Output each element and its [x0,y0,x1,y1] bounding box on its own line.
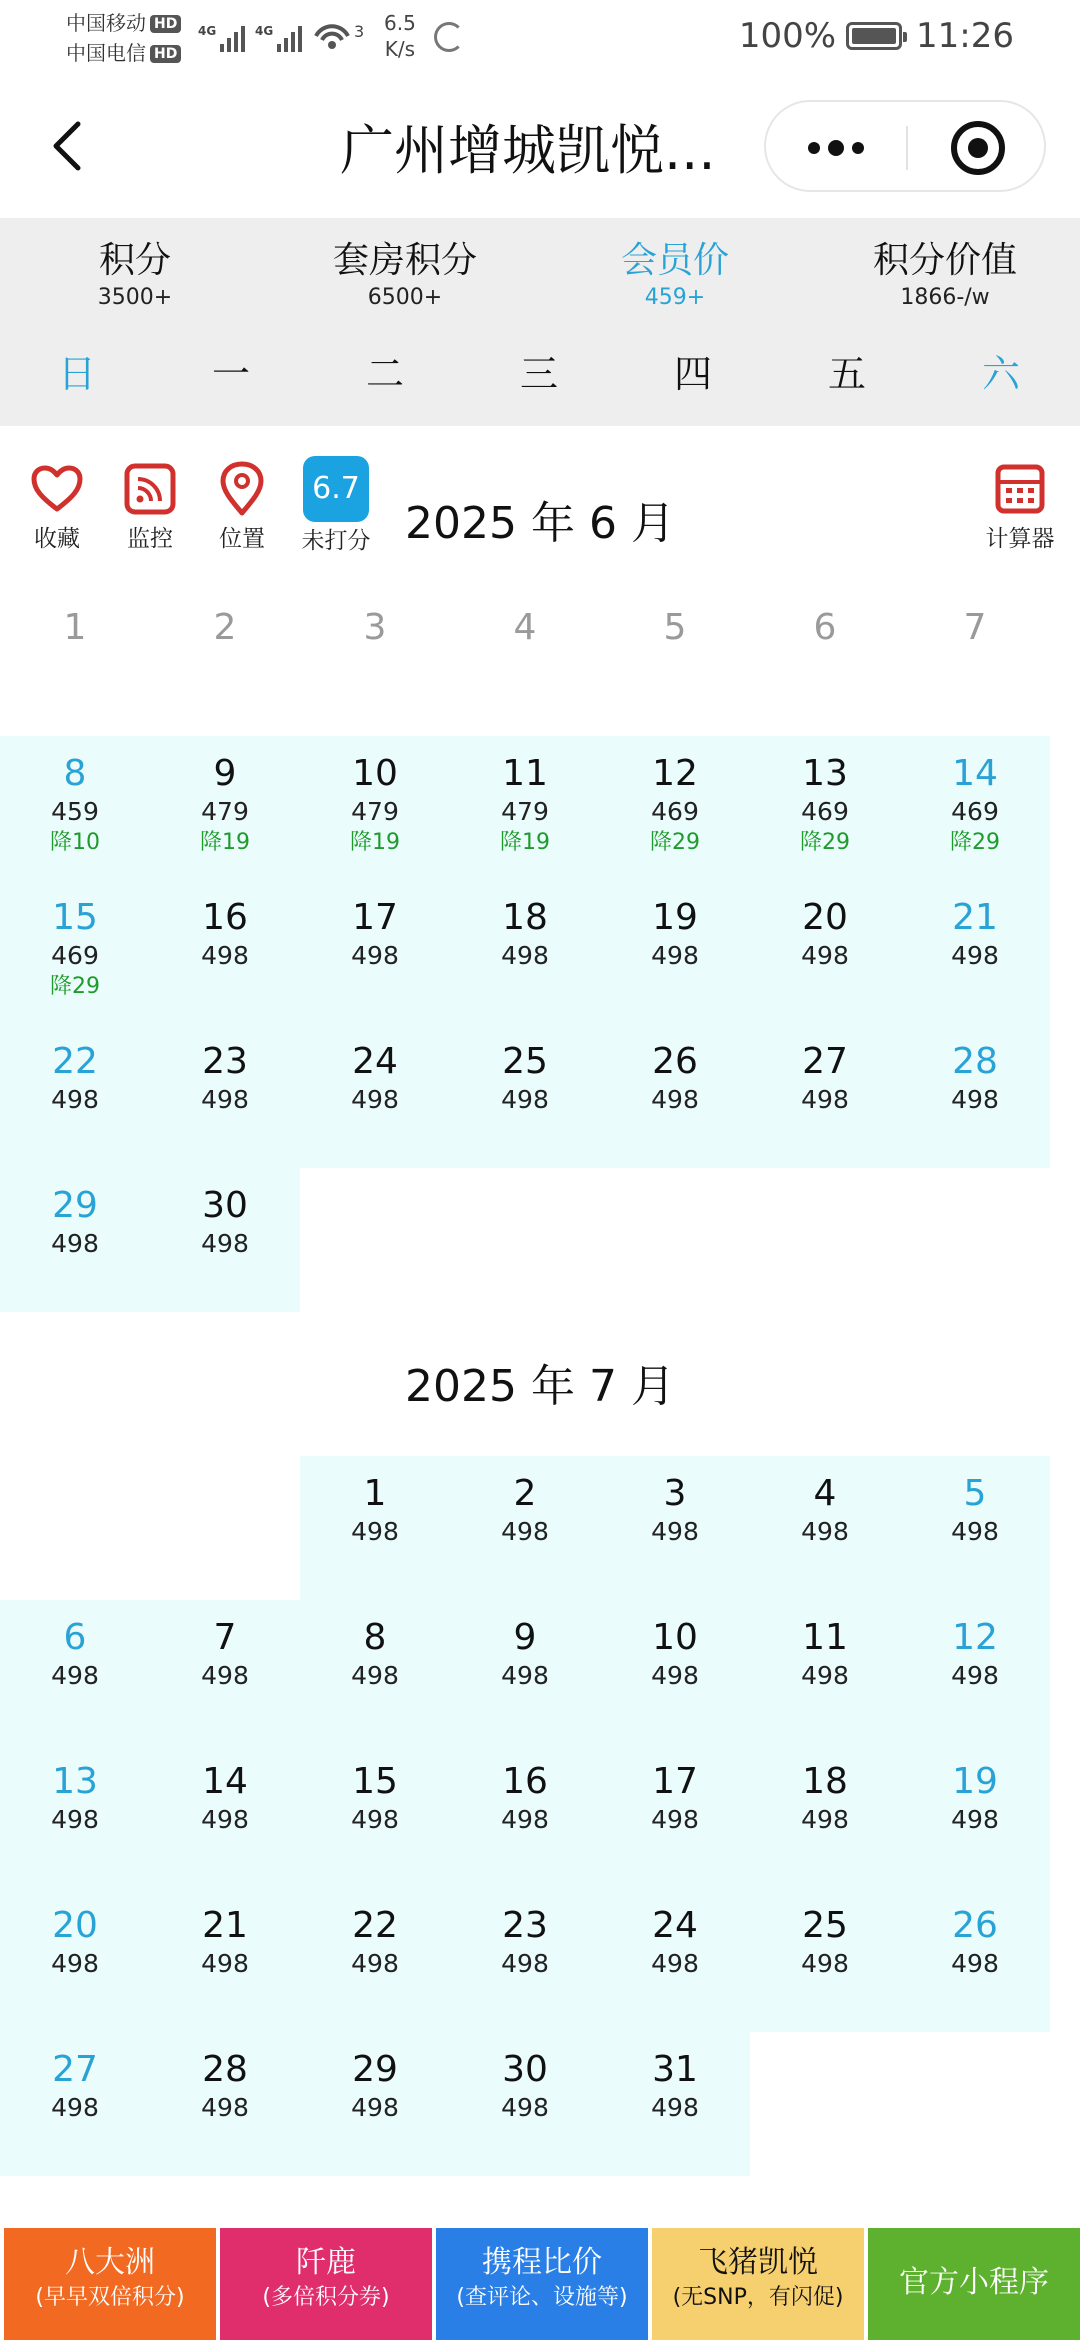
day-number: 10 [352,753,398,794]
day-price: 498 [351,1805,399,1834]
weekday-tue: 二 [365,352,404,396]
calendar-day[interactable] [450,2048,600,2124]
day-number: 1 [63,607,87,648]
calendar-day[interactable] [150,1904,300,1980]
price-drop: 降29 [800,830,850,855]
tab-points[interactable]: 积分 3500+ [97,240,173,310]
day-number: 2 [513,1473,537,1514]
day-number: 19 [652,897,698,938]
day-number: 25 [502,1041,548,1082]
day-price: 498 [351,1085,399,1114]
network-type: 4G [198,24,217,38]
day-price: 498 [651,2093,699,2122]
calendar-day[interactable] [300,1760,450,1836]
day-price: 498 [501,2093,549,2122]
price-drop: 降19 [200,830,250,855]
calendar-day[interactable] [900,752,1050,858]
signal-icon [198,26,245,52]
day-number: 24 [652,1905,698,1946]
calendar-day[interactable] [600,2048,750,2124]
calendar-day[interactable] [750,752,900,858]
day-price: 498 [501,941,549,970]
qianlu-button[interactable]: 阡鹿 (多倍积分券) [220,2228,432,2340]
day-price: 498 [51,1085,99,1114]
calendar-day[interactable] [300,1616,450,1692]
day-number: 21 [202,1905,248,1946]
day-number: 28 [202,2049,248,2090]
day-price: 498 [51,1949,99,1978]
day-number: 21 [952,897,998,938]
status-right [739,16,1014,56]
calendar-day[interactable] [450,1616,600,1692]
calendar-day[interactable] [150,752,300,858]
day-number: 16 [502,1761,548,1802]
day-price: 479 [351,797,399,826]
day-price: 498 [501,1661,549,1690]
calendar-day[interactable] [0,1904,150,1980]
day-number: 9 [213,753,237,794]
chevron-left-icon [40,116,100,176]
calendar-day[interactable] [150,1760,300,1836]
calendar-day[interactable] [750,1904,900,1980]
day-number: 11 [802,1617,848,1658]
month-title-july: 2025 年 7 月 [405,1361,675,1412]
weekday-sat: 六 [981,352,1020,396]
calendar-day[interactable] [150,896,300,972]
day-price: 498 [801,1517,849,1546]
day-number: 19 [952,1761,998,1802]
tab-member-price[interactable]: 会员价 459+ [620,240,729,310]
hd-badge: HD [150,15,181,33]
day-number: 16 [202,897,248,938]
carrier-info [66,8,181,68]
day-number: 18 [502,897,548,938]
back-button[interactable] [40,116,100,176]
calendar-day[interactable] [450,1904,600,1980]
price-drop: 降29 [950,830,1000,855]
day-number: 15 [352,1761,398,1802]
day-number: 14 [202,1761,248,1802]
day-number: 31 [652,2049,698,2090]
calendar-day[interactable] [0,1616,150,1692]
day-number: 27 [52,2049,98,2090]
day-number: 9 [513,1617,537,1658]
day-price: 498 [951,1805,999,1834]
battery-icon [846,22,902,50]
weekday-sun: 日 [57,352,96,396]
day-price: 498 [201,2093,249,2122]
calendar-day[interactable] [300,1040,450,1116]
day-price: 459 [51,797,99,826]
day-price: 498 [801,941,849,970]
day-number: 13 [52,1761,98,1802]
calendar-day-past [450,606,600,650]
calendar-day[interactable] [0,1760,150,1836]
loading-icon [434,22,464,52]
price-drop: 降29 [50,974,100,999]
calendar-day[interactable] [600,1904,750,1980]
day-number: 29 [52,1185,98,1226]
day-price: 498 [351,2093,399,2122]
carrier-2: 中国电信 [66,41,146,65]
clock: 11:26 [916,16,1014,56]
day-number: 15 [52,897,98,938]
page-title: 广州增城凯悦... [340,119,716,182]
calendar-day[interactable] [900,1040,1050,1116]
day-number: 3 [363,607,387,648]
day-price: 498 [201,1949,249,1978]
calendar-day[interactable] [600,1040,750,1116]
day-price: 469 [51,941,99,970]
day-price: 498 [201,1229,249,1258]
day-number: 8 [63,753,87,794]
calendar-day[interactable] [900,1616,1050,1692]
miniprogram-capsule [764,100,1046,192]
day-price: 498 [651,941,699,970]
calendar-day[interactable] [750,896,900,972]
day-price: 498 [951,1949,999,1978]
day-number: 23 [502,1905,548,1946]
day-price: 498 [801,1949,849,1978]
weekday-mon: 一 [211,352,250,396]
price-drop: 降29 [650,830,700,855]
day-number: 4 [513,607,537,648]
day-price: 498 [351,941,399,970]
day-price: 498 [501,1949,549,1978]
day-price: 498 [651,1805,699,1834]
day-price: 498 [51,1661,99,1690]
official-miniprogram-button[interactable]: 官方小程序 [868,2228,1080,2340]
calendar-day[interactable] [300,896,450,972]
tab-points-value[interactable]: 积分价值 1866-/w [872,240,1017,310]
calendar-day[interactable] [600,1472,750,1548]
carrier-1: 中国移动 [66,11,146,35]
day-price: 498 [951,1517,999,1546]
day-number: 12 [952,1617,998,1658]
day-number: 24 [352,1041,398,1082]
wifi-count: 3 [354,22,365,41]
network-speed [384,10,416,62]
day-price: 469 [951,797,999,826]
day-price: 498 [801,1085,849,1114]
battery-percent: 100% [738,16,837,56]
calendar-day[interactable] [300,2048,450,2124]
calendar-day-past [0,606,150,650]
day-number: 25 [802,1905,848,1946]
day-number: 4 [813,1473,837,1514]
day-number: 22 [352,1905,398,1946]
more-button[interactable] [766,102,906,194]
location-button[interactable]: 位置 [202,460,282,556]
day-number: 30 [502,2049,548,2090]
calendar-day[interactable] [450,1040,600,1116]
day-number: 30 [202,1185,248,1226]
weekday-fri: 五 [827,352,866,396]
calendar-day-past [900,606,1050,650]
calculator-button[interactable]: 计算器 [980,460,1060,556]
day-number: 14 [952,753,998,794]
more-dots-icon [808,142,820,154]
calendar-day-past [150,606,300,650]
speed-unit: K/s [384,37,416,61]
calendar-day[interactable] [300,752,450,858]
calendar-day[interactable] [150,1040,300,1116]
calendar-day[interactable] [900,896,1050,972]
calendar-day[interactable] [300,1472,450,1548]
day-number: 3 [663,1473,687,1514]
calendar-day[interactable] [450,1472,600,1548]
day-number: 7 [963,607,987,648]
calendar-day[interactable] [150,1616,300,1692]
calendar-day[interactable] [900,1760,1050,1836]
calendar-day[interactable] [750,1616,900,1692]
day-number: 20 [52,1905,98,1946]
status-bar [0,0,1080,80]
day-number: 27 [802,1041,848,1082]
day-price: 498 [801,1661,849,1690]
day-price: 498 [651,1085,699,1114]
day-price: 498 [651,1517,699,1546]
ctrip-compare-button[interactable]: 携程比价 (查评论、设施等) [436,2228,648,2340]
calendar-day[interactable] [600,752,750,858]
nav-bar [0,80,1080,218]
price-drop: 降19 [350,830,400,855]
day-number: 29 [352,2049,398,2090]
day-number: 26 [652,1041,698,1082]
day-price: 498 [651,1661,699,1690]
calendar-day[interactable] [900,1472,1050,1548]
hd-badge: HD [150,45,181,63]
day-price: 498 [201,1085,249,1114]
day-price: 498 [651,1949,699,1978]
favorite-button[interactable]: 收藏 [17,460,97,556]
price-drop: 降10 [50,830,100,855]
signal-icon [255,26,302,52]
calendar-day[interactable] [0,2048,150,2124]
month-title-june: 2025 年 6 月 [405,498,675,549]
calendar-day[interactable] [600,896,750,972]
signal-indicators [198,18,364,52]
day-price: 498 [51,1805,99,1834]
day-price: 498 [501,1805,549,1834]
day-price: 498 [201,941,249,970]
calendar-day[interactable] [150,1184,300,1260]
speed-value: 6.5 [384,11,416,35]
day-number: 12 [652,753,698,794]
day-number: 5 [963,1473,987,1514]
calendar-day[interactable] [750,1472,900,1548]
day-number: 2 [213,607,237,648]
day-number: 13 [802,753,848,794]
bottom-link-bar [0,2228,1080,2340]
calendar-day[interactable] [150,2048,300,2124]
day-price: 498 [801,1805,849,1834]
calendar-day[interactable] [0,752,150,858]
day-price: 469 [801,797,849,826]
calendar-day[interactable] [450,752,600,858]
badazhou-button[interactable]: 八大洲 (早早双倍积分) [4,2228,216,2340]
day-price: 498 [201,1805,249,1834]
day-number: 8 [363,1617,387,1658]
calendar-day[interactable] [450,896,600,972]
calendar-day[interactable] [750,1760,900,1836]
weekday-wed: 三 [519,352,558,396]
day-price: 498 [351,1517,399,1546]
day-price: 498 [351,1949,399,1978]
day-number: 26 [952,1905,998,1946]
day-price: 498 [51,1229,99,1258]
day-number: 10 [652,1617,698,1658]
day-number: 11 [502,753,548,794]
calendar-day[interactable] [750,1040,900,1116]
wifi-icon [312,18,352,52]
calendar-day[interactable] [0,1040,150,1116]
day-price: 498 [951,941,999,970]
day-number: 5 [663,607,687,648]
day-price: 498 [951,1085,999,1114]
network-type: 4G [255,24,274,38]
day-price: 498 [51,2093,99,2122]
calendar-day-past [300,606,450,650]
day-price: 498 [951,1661,999,1690]
day-price: 469 [651,797,699,826]
calendar-day[interactable] [600,1760,750,1836]
day-number: 17 [652,1761,698,1802]
day-number: 17 [352,897,398,938]
day-price: 479 [501,797,549,826]
calendar-day[interactable] [300,1904,450,1980]
calendar-day[interactable] [600,1616,750,1692]
day-number: 6 [813,607,837,648]
calendar-day-past [600,606,750,650]
day-price: 498 [201,1661,249,1690]
day-price: 498 [351,1661,399,1690]
day-number: 28 [952,1041,998,1082]
day-price: 479 [201,797,249,826]
day-number: 1 [363,1473,387,1514]
target-icon [951,121,1005,175]
fliggy-hyatt-button[interactable]: 飞猪凯悦 (无SNP，有闪促) [652,2228,864,2340]
calendar-day[interactable] [900,1904,1050,1980]
day-number: 20 [802,897,848,938]
rating-badge: 6.7 [303,456,369,522]
weekday-thu: 四 [673,352,712,396]
price-drop: 降19 [500,830,550,855]
day-number: 18 [802,1761,848,1802]
day-price: 498 [501,1517,549,1546]
close-button[interactable] [908,102,1048,194]
day-number: 23 [202,1041,248,1082]
tab-suite-points[interactable]: 套房积分 6500+ [332,240,477,310]
header-panel [0,218,1080,426]
monitor-button[interactable]: 监控 [110,460,190,556]
day-price: 498 [501,1085,549,1114]
day-number: 22 [52,1041,98,1082]
calendar-day[interactable] [0,896,150,1002]
day-number: 7 [213,1617,237,1658]
day-number: 6 [63,1617,87,1658]
calendar-day[interactable] [0,1184,150,1260]
rating-button[interactable]: 6.7 未打分 [296,456,376,558]
calendar-day-past [750,606,900,650]
calendar-day[interactable] [450,1760,600,1836]
